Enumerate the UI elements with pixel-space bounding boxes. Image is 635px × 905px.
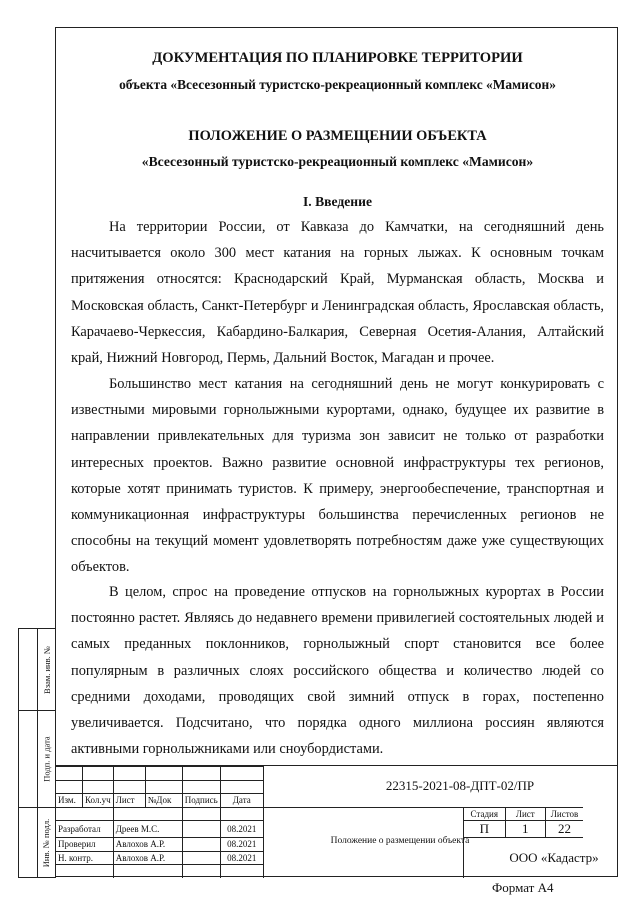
table-row: Разработал Дреев М.С. 08.2021 П 1 22 xyxy=(56,821,584,838)
document-title: ДОКУМЕНТАЦИЯ ПО ПЛАНИРОВКЕ ТЕРРИТОРИИ xyxy=(152,50,523,66)
side-strip xyxy=(18,628,55,878)
side-label-inv: Инв. № подл. xyxy=(41,818,52,868)
section-subtitle: «Всесезонный туристско-рекреационный комплекс «Мамисон» xyxy=(141,154,534,169)
page-format: Формат А4 xyxy=(492,880,554,895)
paragraph-1: На территории России, от Кавказа до Камчатки, на сегодняшний день насчитывается около 300 мест катания на горных лыжах. К основным точкам притяжения относятся: Краснодарский Край, Мурманская область, Москва и Московская область, Санкт-Петербург и Ленинградская область, Ярославская область, Карачаево-Черкессия, Кабардино-Балкария, Северная Осетия-Алания, Алтайский край, Нижний Новгород, Пермь, Дальний Восток, Магадан и прочее. xyxy=(71,219,604,367)
section-heading: I. Введение xyxy=(303,194,372,209)
table-row: Проверил Авлохов А.Р. 08.2021 xyxy=(56,838,584,852)
document-code: 22315-2021-08-ДПТ-02/ПР xyxy=(385,778,535,793)
columns-header-row: Изм. Кол.уч Лист №Док Подпись Дата xyxy=(56,794,584,808)
sheet-value: 1 xyxy=(505,821,545,838)
object-title: объекта «Всесезонный туристско-рекреационный комплекс «Мамисон» xyxy=(119,77,556,92)
stage-value: П xyxy=(463,821,505,838)
organization-name: ООО «Кадастр» xyxy=(509,850,599,865)
table-row: Н. контр. Авлохов А.Р. 08.2021 xyxy=(56,851,584,865)
section-title: ПОЛОЖЕНИЕ О РАЗМЕЩЕНИИ ОБЪЕКТА xyxy=(188,128,487,144)
sheets-label: Листов xyxy=(545,807,583,821)
stage-label: Стадия xyxy=(463,807,505,821)
sheet-label: Лист xyxy=(505,807,545,821)
sheets-value: 22 xyxy=(545,821,583,838)
side-label-podp: Подп. и дата xyxy=(41,735,52,782)
document-description: Положение о размещении объекта xyxy=(330,836,470,846)
paragraph-3: В целом, спрос на проведение отпусков на горнолыжных курортах в России постоянно растет. Являясь до недавнего времени привилегией состоятельных людей и самых преданных поклонников, горнолыжный спорт становится все более популярным в различных слоях российского общества и количество людей со средними доходами, проводящих свой зимний отпуск в горах, постепенно увеличивается. Подсчитано, что порядка одного миллиона россиян являются активными горнолыжниками или сноубордистами. xyxy=(71,584,604,758)
side-label-vzam: Взам. инв. № xyxy=(41,645,52,694)
paragraph-2: Большинство мест катания на сегодняшний день не могут конкурировать с известными мировыми горнолыжными курортами, однако, будущее их развитие в направлении привлекательных для туризма зон зависит не только от разработки интересных проектов. Важно развитие основной инфраструктуры тех регионов, которые хотят принимать туристов. К примеру, энергообеспечение, транспортная и коммуникационная инфраструктуры большинства перечисленных регионов не способны на текущий момент удовлетворять потребностям даже уже существующих объектов. xyxy=(71,376,604,576)
